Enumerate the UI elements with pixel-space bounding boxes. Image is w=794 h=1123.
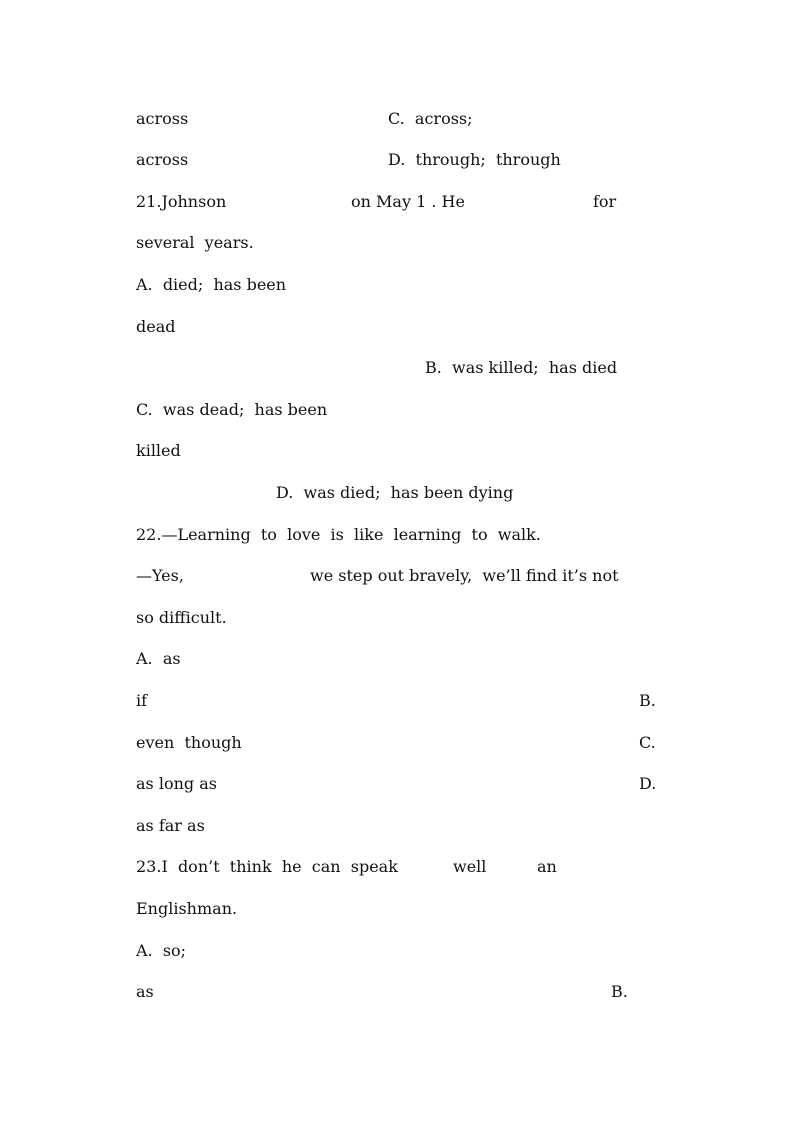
question-22-stem: we step out bravely, we’ll find it’s not (310, 566, 619, 585)
question-22-stem: —Yes, (136, 566, 184, 585)
option-text: across (136, 109, 189, 128)
option-text: if (136, 691, 148, 710)
option-b: B. (639, 691, 656, 710)
option-b: B. (611, 982, 628, 1001)
option-text: as far as (136, 816, 205, 835)
option-text: across (136, 150, 189, 169)
option-d: D. (639, 774, 657, 793)
question-23-stem: 23.I don’t think he can speak (136, 857, 398, 876)
question-23-stem: Englishman. (136, 899, 238, 918)
question-21-stem: several years. (136, 233, 254, 252)
question-23-stem: an (537, 857, 557, 876)
option-c: C. was dead; has been (136, 400, 328, 419)
option-text: dead (136, 317, 176, 336)
option-text: killed (136, 441, 181, 460)
option-a: A. died; has been (136, 275, 287, 294)
option-b: B. was killed; has died (425, 358, 618, 377)
option-text: even though (136, 733, 242, 752)
option-d: D. was died; has been dying (276, 483, 514, 502)
option-d: D. through; through (388, 150, 561, 169)
option-c: C. across; (388, 109, 473, 128)
question-21-stem: 21.Johnson (136, 192, 227, 211)
option-a: A. so; (136, 941, 187, 960)
option-text: as long as (136, 774, 217, 793)
option-a: A. as (136, 649, 181, 668)
option-text: as (136, 982, 154, 1001)
question-22-stem: so difficult. (136, 608, 227, 627)
question-21-stem: on May 1 . He (351, 192, 465, 211)
question-21-stem: for (593, 192, 617, 211)
question-23-stem: well (453, 857, 487, 876)
question-22-stem: 22.—Learning to love is like learning to walk. (136, 525, 541, 544)
option-c: C. (639, 733, 656, 752)
